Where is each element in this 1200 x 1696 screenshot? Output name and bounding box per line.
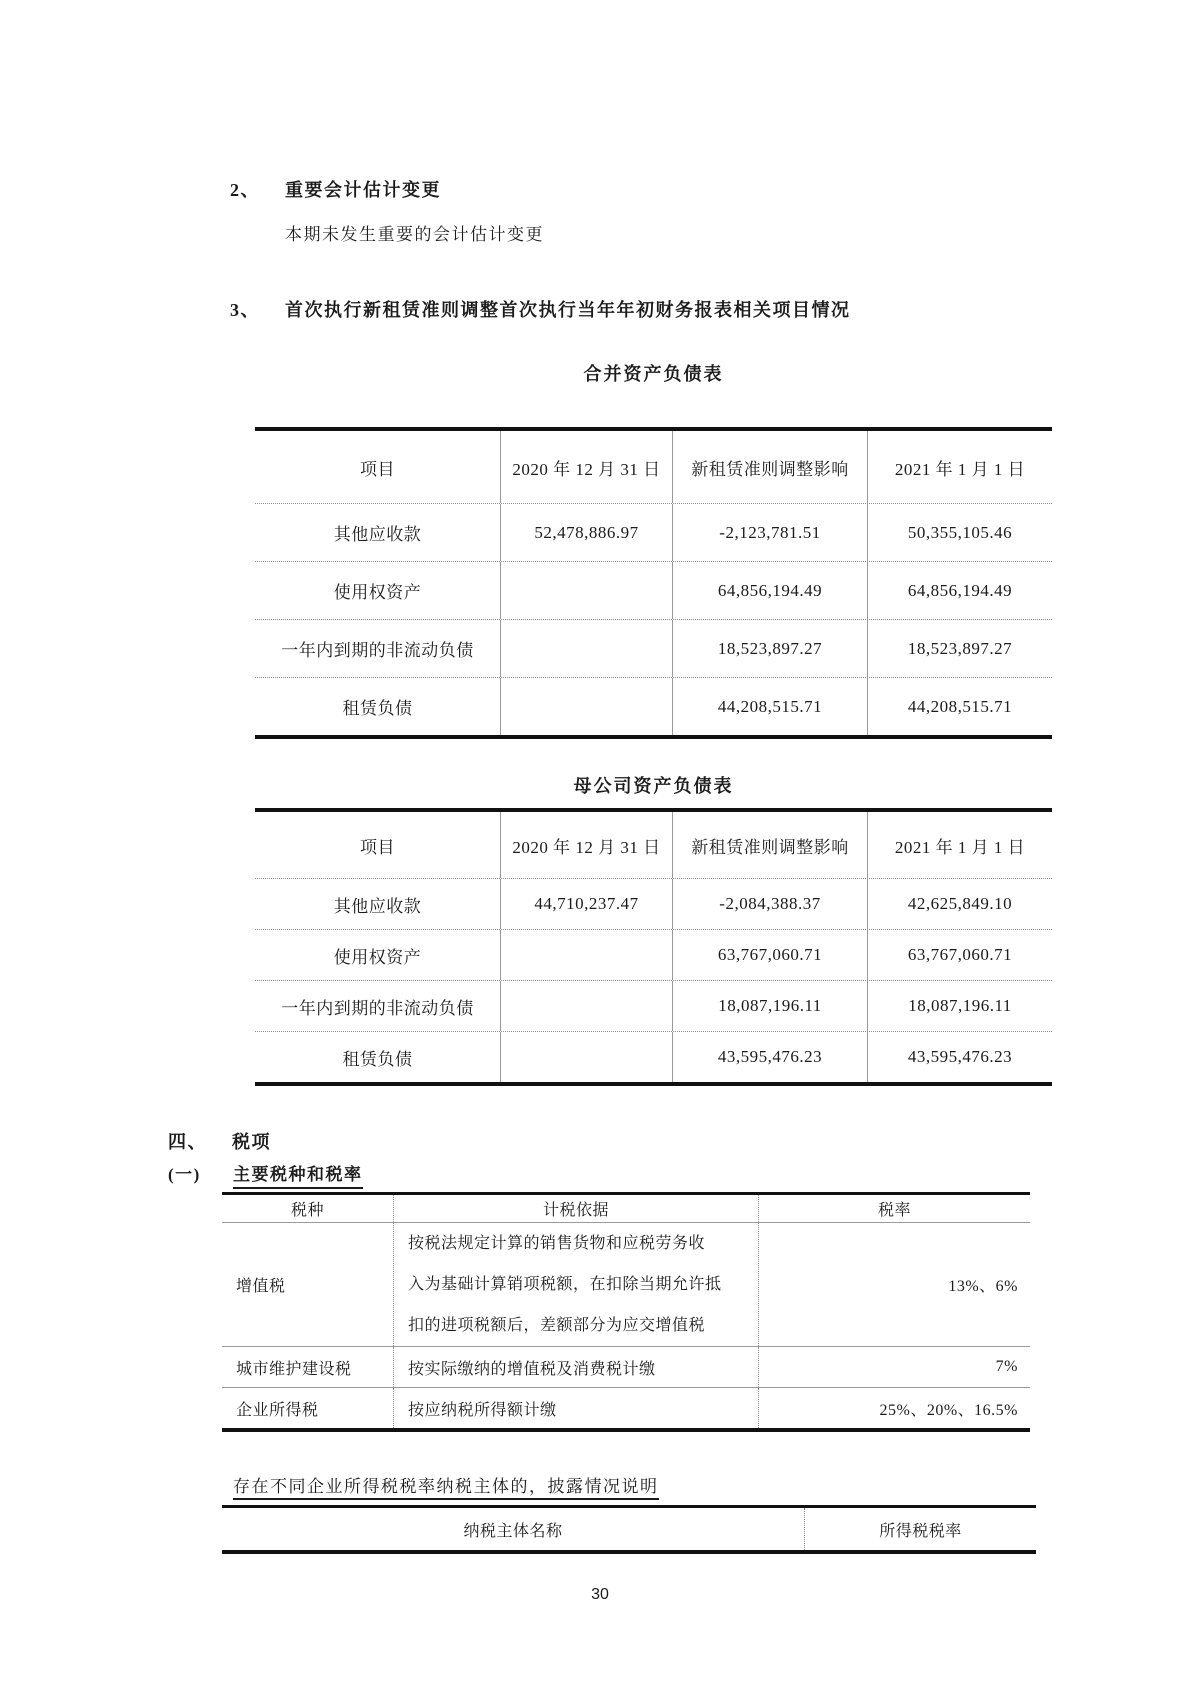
tax-basis-line: 入为基础计算销项税额，在扣除当期允许抵 bbox=[408, 1276, 722, 1293]
page-number: 30 bbox=[591, 1586, 609, 1603]
value-cell: 18,523,897.27 bbox=[672, 620, 867, 677]
header-cell: 税率 bbox=[758, 1195, 1030, 1222]
value-cell: 64,856,194.49 bbox=[867, 562, 1052, 619]
value-cell bbox=[500, 620, 672, 677]
value-cell: 18,523,897.27 bbox=[867, 620, 1052, 677]
taxpayer-table bbox=[222, 1505, 1036, 1554]
taxpayer-note-text: 存在不同企业所得税税率纳税主体的，披露情况说明 bbox=[233, 1477, 659, 1500]
header-cell: 2021 年 1 月 1 日 bbox=[867, 431, 1052, 503]
item-cell: 其他应收款 bbox=[333, 525, 422, 544]
table-header-row bbox=[255, 812, 1052, 878]
value-cell bbox=[500, 678, 672, 735]
value-cell bbox=[500, 981, 672, 1031]
value-cell: 18,087,196.11 bbox=[867, 981, 1052, 1031]
section-3-number: 3、 bbox=[230, 300, 260, 320]
tax-type-cell: 城市维护建设税 bbox=[236, 1360, 352, 1378]
taxpayer-note bbox=[233, 1472, 659, 1497]
value-cell: 63,767,060.71 bbox=[867, 930, 1052, 980]
header-cell: 纳税主体名称 bbox=[463, 1522, 563, 1540]
item-cell: 使用权资产 bbox=[333, 583, 422, 602]
value-cell: 50,355,105.46 bbox=[867, 504, 1052, 561]
section-2-body: 本期未发生重要的会计估计变更 bbox=[285, 225, 544, 244]
value-cell: 44,208,515.71 bbox=[672, 678, 867, 735]
tax-rate-cell: 7% bbox=[758, 1347, 1030, 1387]
value-cell: 52,478,886.97 bbox=[500, 504, 672, 561]
tax-basis-line: 扣的进项税额后，差额部分为应交增值税 bbox=[408, 1317, 706, 1334]
section-4-1-number: (一) bbox=[168, 1165, 201, 1184]
section-4-number: 四、 bbox=[168, 1132, 207, 1152]
value-cell bbox=[500, 562, 672, 619]
header-cell: 计税依据 bbox=[393, 1195, 758, 1222]
header-cell: 2020 年 12 月 31 日 bbox=[500, 431, 672, 503]
tax-type-cell: 增值税 bbox=[236, 1278, 286, 1295]
value-cell: 42,625,849.10 bbox=[867, 879, 1052, 929]
header-cell: 项目 bbox=[360, 459, 395, 479]
table-header-row bbox=[222, 1508, 1036, 1550]
table-row bbox=[222, 1222, 1030, 1346]
table-row bbox=[222, 1346, 1030, 1387]
section-3-title: 首次执行新租赁准则调整首次执行当年年初财务报表相关项目情况 bbox=[285, 300, 851, 320]
item-cell: 其他应收款 bbox=[333, 896, 422, 916]
tax-rate-cell: 25%、20%、16.5% bbox=[758, 1388, 1030, 1428]
section-3-heading bbox=[230, 296, 851, 322]
consolidated-table-title: 合并资产负债表 bbox=[583, 364, 724, 384]
tax-basis-cell: 按实际缴纳的增值税及消费税计缴 bbox=[393, 1347, 758, 1387]
header-cell: 新租赁准则调整影响 bbox=[672, 812, 867, 878]
section-2-number: 2、 bbox=[230, 180, 260, 200]
header-cell: 2020 年 12 月 31 日 bbox=[500, 812, 672, 878]
table-row bbox=[255, 1031, 1052, 1082]
table-header-row bbox=[255, 431, 1052, 503]
section-2-heading bbox=[230, 176, 441, 202]
value-cell: 18,087,196.11 bbox=[672, 981, 867, 1031]
section-4-1-heading bbox=[168, 1160, 363, 1189]
tax-type-cell: 企业所得税 bbox=[236, 1401, 319, 1419]
value-cell: 44,710,237.47 bbox=[500, 879, 672, 929]
table-row bbox=[222, 1387, 1030, 1428]
value-cell: 63,767,060.71 bbox=[672, 930, 867, 980]
tax-basis-cell: 按应纳税所得额计缴 bbox=[393, 1388, 758, 1428]
value-cell: 64,856,194.49 bbox=[672, 562, 867, 619]
header-cell: 项目 bbox=[360, 837, 395, 857]
value-cell: 43,595,476.23 bbox=[867, 1032, 1052, 1082]
item-cell: 使用权资产 bbox=[333, 947, 422, 967]
section-4-heading bbox=[168, 1128, 271, 1154]
item-cell: 一年内到期的非流动负债 bbox=[281, 641, 474, 660]
table-row bbox=[255, 980, 1052, 1031]
table-row bbox=[255, 561, 1052, 619]
tax-basis-cell bbox=[393, 1223, 758, 1346]
parent-table-title: 母公司资产负债表 bbox=[573, 776, 734, 796]
value-cell bbox=[500, 930, 672, 980]
value-cell: -2,084,388.37 bbox=[672, 879, 867, 929]
table-row bbox=[255, 677, 1052, 735]
item-cell: 租赁负债 bbox=[342, 699, 413, 718]
tax-basis-line: 按税法规定计算的销售货物和应税劳务收 bbox=[408, 1235, 706, 1252]
header-cell: 所得税税率 bbox=[804, 1508, 1036, 1550]
section-2-title: 重要会计估计变更 bbox=[285, 180, 441, 200]
table-row bbox=[255, 503, 1052, 561]
parent-balance-table bbox=[255, 808, 1052, 1086]
value-cell: 43,595,476.23 bbox=[672, 1032, 867, 1082]
section-4-title: 税项 bbox=[232, 1132, 271, 1152]
header-cell: 税种 bbox=[290, 1202, 324, 1219]
table-row bbox=[255, 929, 1052, 980]
header-cell: 2021 年 1 月 1 日 bbox=[867, 812, 1052, 878]
item-cell: 一年内到期的非流动负债 bbox=[281, 998, 474, 1018]
header-cell: 新租赁准则调整影响 bbox=[672, 431, 867, 503]
table-row bbox=[255, 619, 1052, 677]
value-cell: -2,123,781.51 bbox=[672, 504, 867, 561]
value-cell: 44,208,515.71 bbox=[867, 678, 1052, 735]
consolidated-balance-table bbox=[255, 427, 1052, 739]
value-cell bbox=[500, 1032, 672, 1082]
table-header-row bbox=[222, 1195, 1030, 1222]
section-4-1-title: 主要税种和税率 bbox=[233, 1160, 363, 1189]
table-row bbox=[255, 878, 1052, 929]
tax-rate-cell: 13%、6% bbox=[758, 1223, 1030, 1346]
item-cell: 租赁负债 bbox=[342, 1049, 413, 1069]
tax-rate-table bbox=[222, 1192, 1030, 1432]
